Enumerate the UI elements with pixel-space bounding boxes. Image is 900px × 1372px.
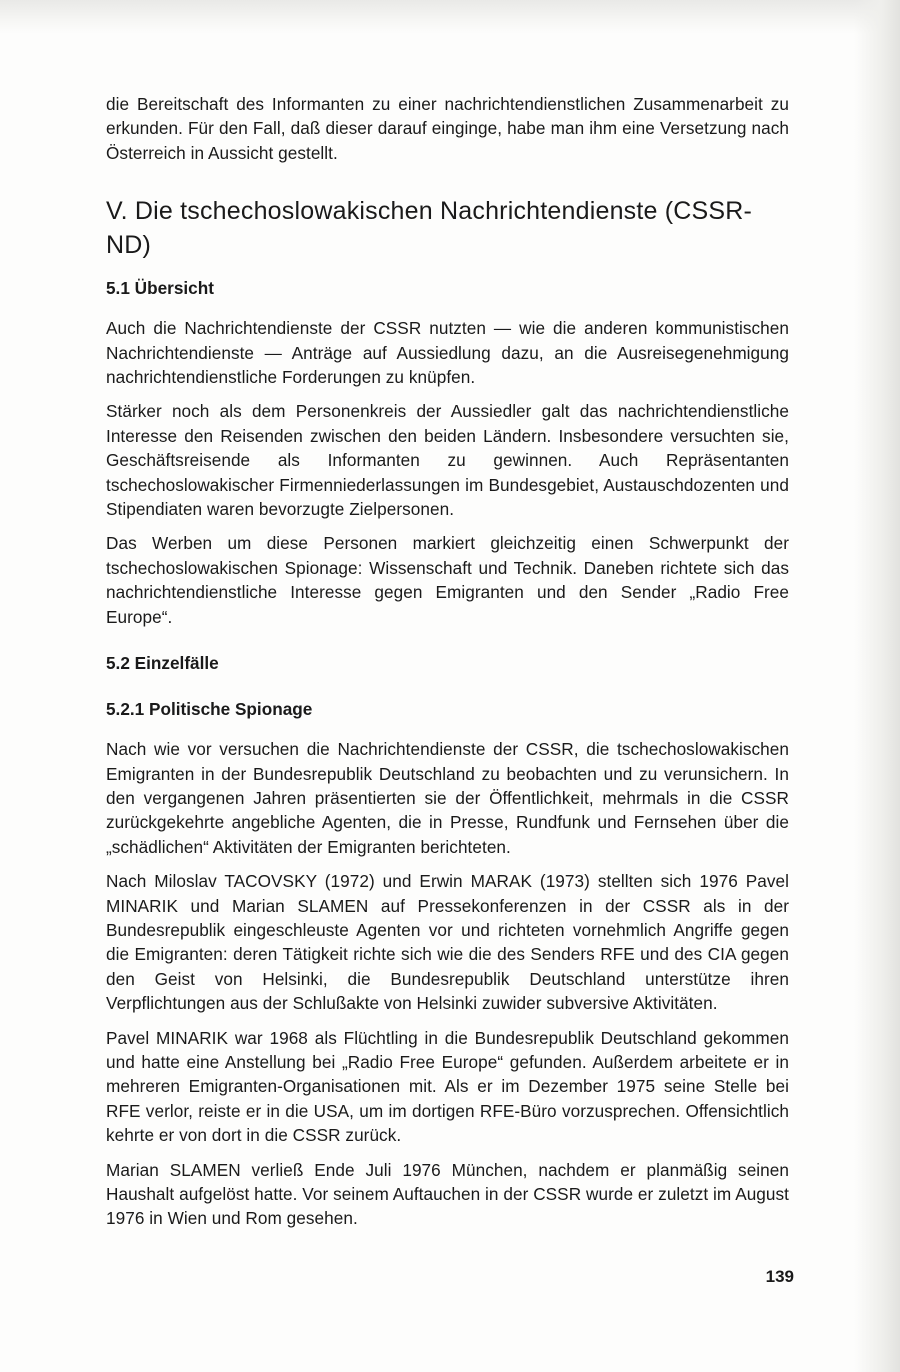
scan-edge-top — [0, 0, 900, 34]
section-heading-political: 5.2.1 Politische Spionage — [106, 699, 313, 720]
overview-paragraph-3: Das Werben um diese Personen markiert gleichzeitig einen Schwerpunkt der tschechoslowakischen Spionage: Wissenschaft und Technik. Daneben richtete sich das nachrichtendienstliche Interesse gegen Emigranten und den Sender „Radio Free Europe“. — [106, 533, 789, 627]
page-content — [106, 92, 789, 1231]
political-paragraph-2: Nach Miloslav TACOVSKY (1972) und Erwin MARAK (1973) stellten sich 1976 Pavel MINARIK und Marian SLAMEN auf Pressekonferenzen in der CSSR als in der Bundesrepublik eingeschleuste Agenten vor und richteten vornehmlich Angriffe gegen die Emigranten: deren Tätigkeit richte sich wie die des Senders RFE und des CIA gegen den Geist von Helsinki, die Bundesrepublik Deutschland unterstütze ihren Verpflichtungen aus der Schlußakte von Helsinki zuwider subversive Aktivitäten. — [106, 871, 789, 1014]
intro-paragraph: die Bereitschaft des Informanten zu einer nachrichtendienstlichen Zusammenarbeit zu erkunden. Für den Fall, daß dieser darauf einginge, habe man ihm eine Versetzung nach Österreich in Aussicht gestellt. — [106, 94, 789, 163]
overview-paragraph-2: Stärker noch als dem Personenkreis der Aussiedler galt das nachrichtendienstliche Interesse den Reisenden zwischen den beiden Ländern. Insbesondere versuchten sie, Geschäftsreisende als Informanten zu gewinnen. Auch Repräsentanten tschechoslowakischer Firmenniederlassungen im Bundesgebiet, Austauschdozenten und Stipendiaten waren bevorzugte Zielpersonen. — [106, 401, 789, 520]
political-paragraph-3: Pavel MINARIK war 1968 als Flüchtling in die Bundesrepublik Deutschland gekommen und hatte eine Anstellung bei „Radio Free Europe“ gefunden. Außerdem arbeitete er in mehreren Emigranten-Organisationen mit. Als er im Dezember 1975 seine Stelle bei RFE verlor, reiste er in die USA, um im dortigen RFE-Büro vorzusprechen. Offensichtlich kehrte er von dort in die CSSR zurück. — [106, 1027, 789, 1146]
section-heading-cases: 5.2 Einzelfälle — [106, 653, 219, 674]
scan-edge-right — [854, 0, 900, 1372]
overview-paragraph-1: Auch die Nachrichtendienste der CSSR nutzten — wie die anderen kommunistischen Nachrichtendienste — Anträge auf Aussiedlung dazu, an die Ausreisegenehmigung nachrichtendienstliche Forderungen zu knüpfen. — [106, 318, 789, 388]
political-paragraph-1: Nach wie vor versuchen die Nachrichtendienste der CSSR, die tschechoslowakischen Emigranten in der Bundesrepublik Deutschland zu beobachten und zu verunsichern. In den vergangenen Jahren präsentierten sie der Öffentlichkeit, mehrmals in die CSSR zurückgekehrte angebliche Agenten, die in Presse, Rundfunk und Fernsehen über die „schädlichen“ Aktivitäten der Emigranten berichteten. — [106, 739, 789, 857]
chapter-title: V. Die tschechoslowakischen Nachrichtendienste (CSSR-ND) — [106, 197, 753, 260]
political-paragraph-4: Marian SLAMEN verließ Ende Juli 1976 München, nachdem er planmäßig seinen Haushalt aufgelöst hatte. Vor seinem Auftauchen in der CSSR wurde er zuletzt im August 1976 in Wien und Rom gesehen. — [106, 1159, 789, 1229]
page-number: 139 — [765, 1267, 794, 1286]
section-heading-overview: 5.1 Übersicht — [106, 278, 214, 299]
